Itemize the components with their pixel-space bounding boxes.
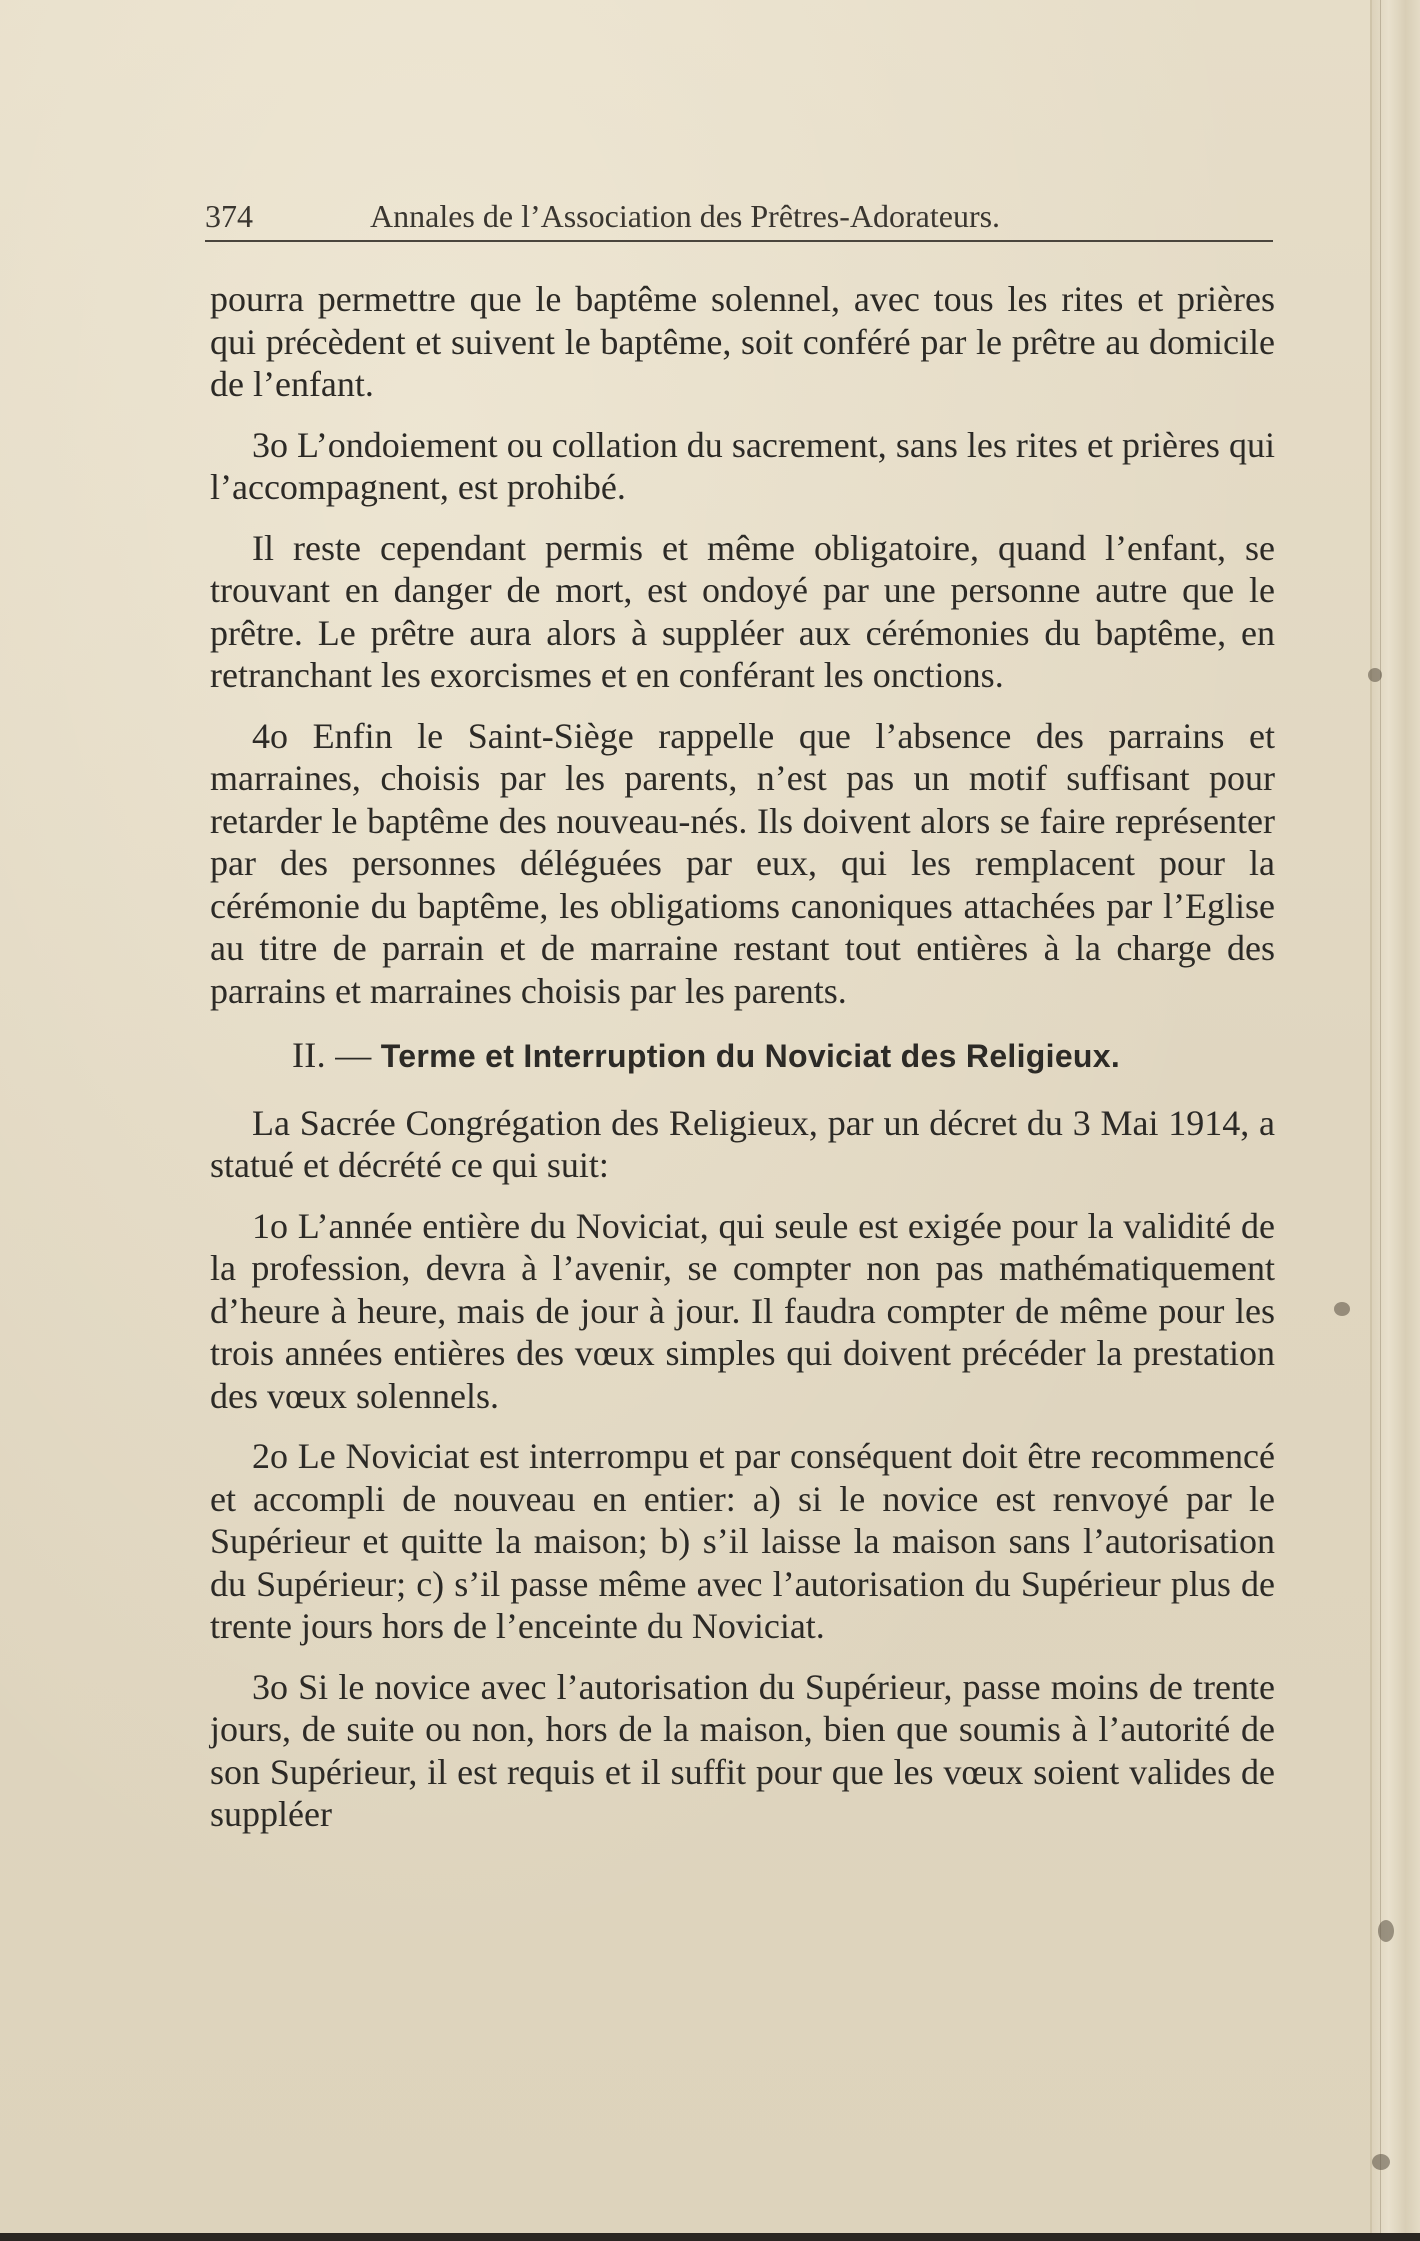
section-dash: — [325,1035,381,1075]
page-edge [1370,0,1420,2241]
paragraph: 1o L’année entière du Noviciat, qui seule est exigée pour la validité de la profession, devra à l’avenir, se compter non pas mathématiquement d’heure à heure, mais de jour à jour. Il faudra compter de même pour les trois années entières des vœux simples qui doivent précéder la prestation des vœux solennels. [210,1205,1275,1416]
paragraph: pourra permettre que le baptême solennel, avec tous les rites et prières qui précèdent et suivent le baptême, soit conféré par le prêtre au domicile de l’enfant. [210,279,1275,404]
running-header [205,198,1273,244]
header-rule [205,240,1273,242]
section-title: Terme et Interruption du Noviciat des Religieux. [380,1038,1121,1074]
page-number: 374 [205,198,253,234]
section-number: II. [292,1035,326,1075]
ink-spot [1368,668,1382,682]
paragraph: Il reste cependant permis et même obligatoire, quand l’enfant, se trouvant en danger de mort, est ondoyé par une personne autre que le prêtre. Le prêtre aura alors à suppléer aux cérémonies du baptême, en retranchant les exorcismes et en conférant les onctions. [210,527,1275,695]
paragraph: 3o Si le novice avec l’autorisation du Supérieur, passe moins de trente jours, de suite ou non, hors de la maison, bien que soumis à l’autorité de son Supérieur, il est requis et il suffit pour que les vœux soient valides de suppléer [210,1666,1275,1834]
section-heading [210,1034,1275,1078]
paragraph: La Sacrée Congrégation des Religieux, par un décret du 3 Mai 1914, a statué et décrété ce qui suit: [210,1102,1275,1185]
paragraph: 2o Le Noviciat est interrompu et par conséquent doit être recommencé et accompli de nouveau en entier: a) si le novice est renvoyé par le Supérieur et quitte la maison; b) s’il laisse la maison sans l’autorisation du Supérieur; c) s’il passe même avec l’autorisation du Supérieur plus de trente jours hors de l’enceinte du Noviciat. [210,1436,1275,1646]
page-bottom-shadow [0,2233,1420,2241]
running-title: Annales de l’Association des Prêtres-Adorateurs. [370,198,1001,234]
paragraph: 4o Enfin le Saint-Siège rappelle que l’absence des parrains et marraines, choisis par les parents, n’est pas un motif suffisant pour retarder le baptême des nouveau-nés. Ils doivent alors se faire représenter par des personnes déléguées par eux, qui les remplacent pour la cérémonie du baptême, les obligatioms canoniques attachées par l’Eglise au titre de parrain et de marraine restant tout entières à la charge des parrains et marraines choisis par les parents. [210,715,1275,1011]
ink-spot [1378,1920,1394,1942]
paragraph: 3o L’ondoiement ou collation du sacrement, sans les rites et prières qui l’accompagnent, est prohibé. [210,424,1275,507]
ink-spot [1334,1302,1350,1316]
ink-spot [1372,2154,1390,2170]
body-text [210,278,1275,1854]
